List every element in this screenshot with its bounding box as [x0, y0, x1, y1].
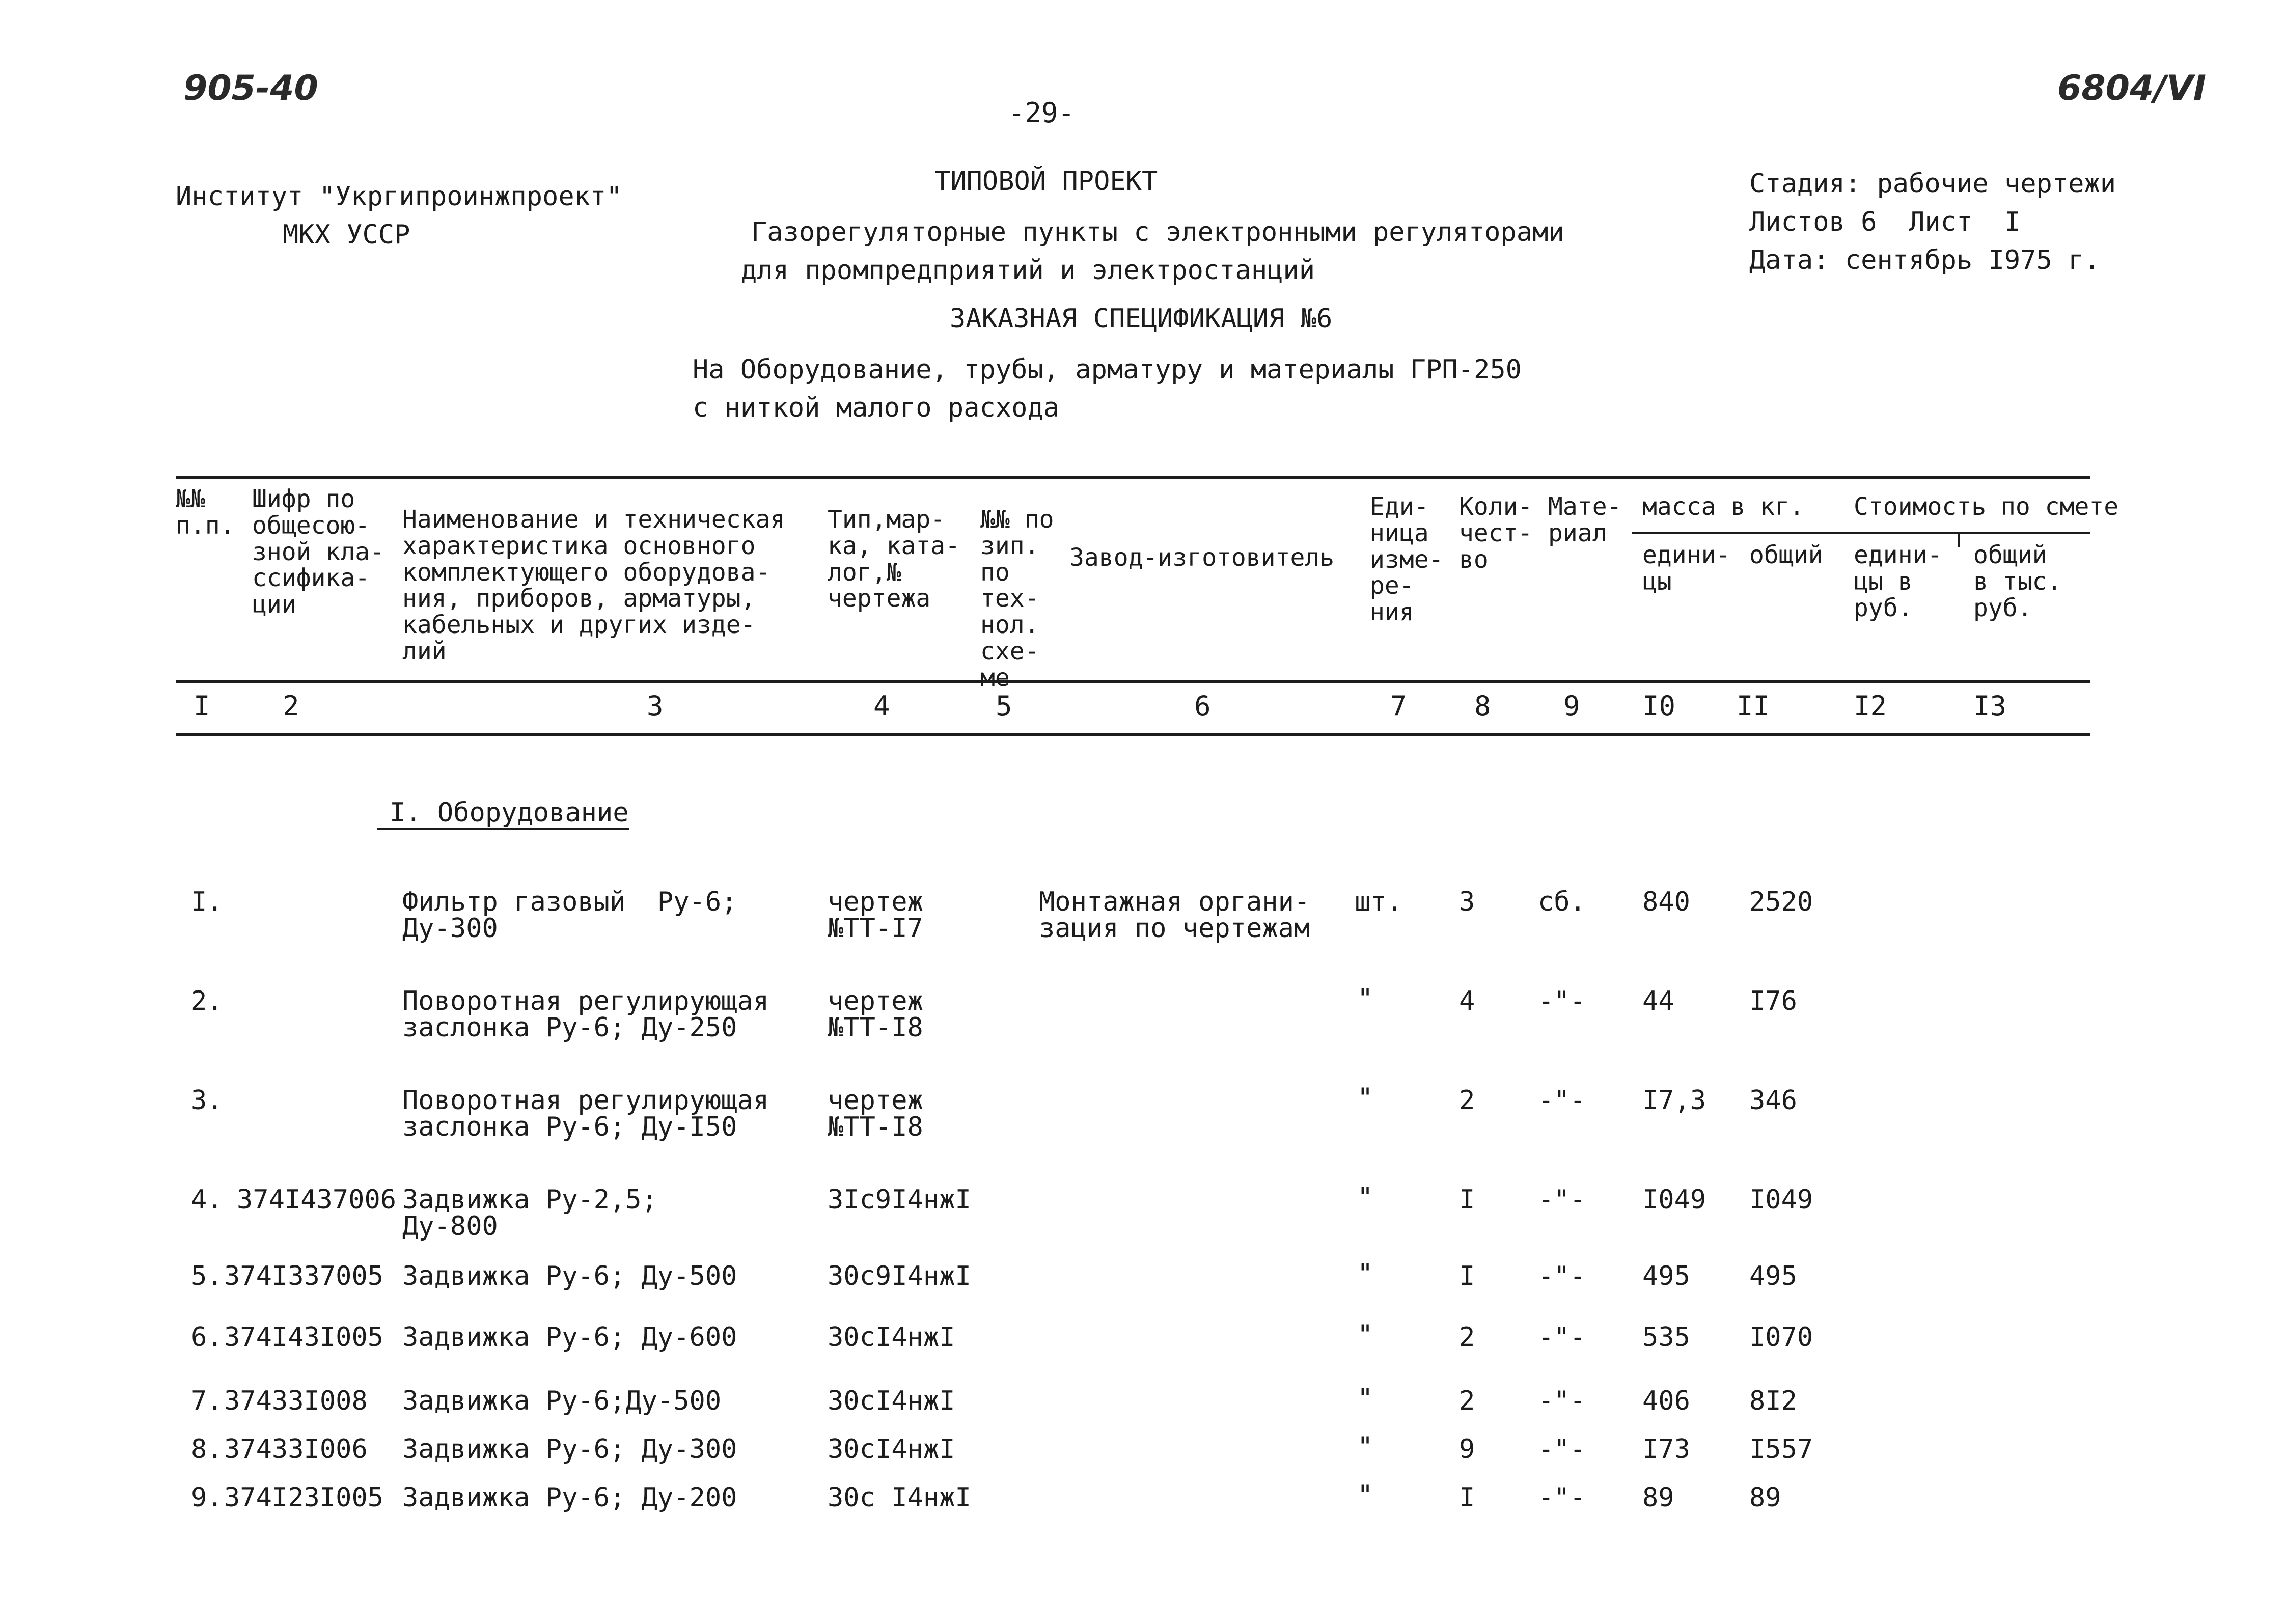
row-number: 4. [191, 1185, 223, 1215]
row-classification-code: 37433I006 [224, 1434, 368, 1465]
page-number: -29- [1008, 97, 1075, 129]
row-classification-code: 374I437006 [237, 1185, 397, 1215]
row-material: -"- [1538, 1185, 1586, 1215]
row-quantity: 2 [1459, 1085, 1475, 1116]
row-mass-unit: I049 [1642, 1185, 1706, 1215]
row-mass-total: I049 [1749, 1185, 1813, 1215]
row-material: -"- [1538, 1085, 1586, 1116]
table-top-rule [176, 476, 2090, 479]
row-mass-total: 2520 [1749, 887, 1813, 917]
header-classification-code: Шифр по общесою- зной кла- ссифика- ции [252, 485, 385, 619]
row-unit: " [1357, 1182, 1373, 1213]
row-name: Задвижка Ру-6; Ду-300 [402, 1434, 737, 1465]
row-number: 6. [191, 1322, 223, 1353]
row-mass-total: I070 [1749, 1322, 1813, 1353]
row-mass-unit: 535 [1642, 1322, 1690, 1353]
row-number: 2. [191, 986, 223, 1016]
row-type: чертеж №ТТ-I8 [828, 1085, 923, 1142]
project-title-line1: Газорегуляторные пункты с электронными регуляторами [751, 217, 1564, 247]
row-mass-total: 89 [1749, 1482, 1781, 1513]
row-mass-unit: I73 [1642, 1434, 1690, 1465]
row-classification-code: 374I23I005 [224, 1482, 384, 1513]
row-type: 30cI4нжI [828, 1386, 955, 1416]
row-type: 30c I4нжI [828, 1482, 971, 1513]
row-quantity: 4 [1459, 986, 1475, 1016]
row-quantity: I [1459, 1261, 1475, 1291]
institute-ministry: МКХ УССР [283, 219, 410, 250]
header-cost-unit: едини- цы в руб. [1854, 541, 1942, 622]
row-mass-unit: 89 [1642, 1482, 1674, 1513]
row-type: 3Ic9I4нжI [828, 1185, 971, 1215]
specification-subject-line2: с ниткой малого расхода [693, 393, 1060, 423]
header-cost: Стоимость по смете [1854, 492, 2119, 521]
column-number-bottom-rule [176, 733, 2090, 736]
row-mass-total: 495 [1749, 1261, 1797, 1291]
row-name: Задвижка Ру-6;Ду-500 [402, 1386, 722, 1416]
sheets-info: Листов 6 Лист I [1749, 207, 2021, 237]
row-unit: " [1357, 983, 1373, 1014]
row-material: -"- [1538, 986, 1586, 1016]
column-number: I [194, 690, 210, 722]
row-name: Задвижка Ру-6; Ду-200 [402, 1482, 737, 1513]
row-name: Поворотная регулирующая заслонка Ру-6; Ду-I50 [402, 1085, 769, 1142]
row-name: Задвижка Ру-6; Ду-500 [402, 1261, 737, 1291]
specification-subject-line1: На Оборудование, трубы, арматуру и материалы ГРП-250 [693, 354, 1522, 385]
header-material: Мате- риал [1548, 492, 1622, 547]
row-type: 30c9I4нжI [828, 1261, 971, 1291]
date-info: Дата: сентябрь I975 г. [1749, 245, 2100, 276]
column-number: 3 [647, 690, 664, 722]
document-code-right: 6804/VI [2057, 68, 2207, 108]
header-bottom-rule [176, 680, 2090, 683]
row-number: 8. [191, 1434, 223, 1465]
project-type: ТИПОВОЙ ПРОЕКТ [934, 166, 1158, 197]
specification-title: ЗАКАЗНАЯ СПЕЦИФИКАЦИЯ №6 [950, 304, 1333, 334]
row-material: -"- [1538, 1482, 1586, 1513]
stage-info: Стадия: рабочие чертежи [1749, 169, 2116, 199]
row-classification-code: 37433I008 [224, 1386, 368, 1416]
row-number: I. [191, 887, 223, 917]
row-name: Задвижка Ру-6; Ду-600 [402, 1322, 737, 1353]
row-mass-unit: I7,3 [1642, 1085, 1706, 1116]
row-mass-total: 8I2 [1749, 1386, 1797, 1416]
row-mass-unit: 44 [1642, 986, 1674, 1016]
header-manufacturer: Завод-изготовитель [1069, 543, 1335, 572]
row-number: 3. [191, 1085, 223, 1116]
row-unit: " [1357, 1432, 1373, 1462]
header-mass-total: общий [1749, 541, 1823, 569]
row-name: Фильтр газовый Ру-6; Ду-300 [402, 887, 737, 944]
row-quantity: I [1459, 1482, 1475, 1513]
row-mass-unit: 406 [1642, 1386, 1690, 1416]
row-material: -"- [1538, 1434, 1586, 1465]
project-title-line2: для промпредприятий и электростанций [741, 255, 1315, 286]
row-type: 30cI4нжI [828, 1322, 955, 1353]
row-material: -"- [1538, 1322, 1586, 1353]
column-number: 2 [283, 690, 299, 722]
row-mass-unit: 840 [1642, 887, 1690, 917]
column-number: 5 [996, 690, 1012, 722]
row-mass-total: I557 [1749, 1434, 1813, 1465]
header-name: Наименование и техническая характеристика основного комплектующего оборудова- ния, приборов, арматуры, кабельных и других изде- лий [402, 505, 785, 666]
row-unit: " [1357, 1383, 1373, 1414]
column-number: I0 [1642, 690, 1676, 722]
row-mass-total: I76 [1749, 986, 1797, 1016]
row-unit: " [1357, 1083, 1373, 1113]
section-title: I. Оборудование [377, 800, 629, 830]
row-name: Задвижка Ру-2,5; Ду-800 [402, 1185, 657, 1242]
row-quantity: 2 [1459, 1386, 1475, 1416]
mass-cost-subheader-rule [1632, 532, 2090, 534]
column-number: 6 [1194, 690, 1211, 722]
column-number: 4 [873, 690, 890, 722]
row-mass-unit: 495 [1642, 1261, 1690, 1291]
header-unit: Еди- ница изме- ре- ния [1370, 492, 1444, 627]
cost-subheader-divider [1958, 532, 1960, 547]
row-manufacturer: Монтажная органи- зация по чертежам [1039, 887, 1310, 944]
row-quantity: 9 [1459, 1434, 1475, 1465]
row-type: 30cI4нжI [828, 1434, 955, 1465]
header-mass: масса в кг. [1642, 492, 1804, 521]
row-unit: " [1357, 1258, 1373, 1289]
row-mass-total: 346 [1749, 1085, 1797, 1116]
header-scheme-number: №№ по зип. по тех- нол. схе- ме [980, 505, 1054, 692]
row-quantity: 3 [1459, 887, 1475, 917]
row-number: 7. [191, 1386, 223, 1416]
row-quantity: 2 [1459, 1322, 1475, 1353]
row-material: -"- [1538, 1261, 1586, 1291]
row-classification-code: 374I337005 [224, 1261, 384, 1291]
header-item-number: №№ п.п. [176, 485, 235, 540]
row-type: чертеж №ТТ-I7 [828, 887, 923, 944]
institute-name: Институт "Укргипроинжпроект" [176, 181, 622, 212]
row-type: чертеж №ТТ-I8 [828, 986, 923, 1043]
column-number: I2 [1854, 690, 1887, 722]
column-number: 9 [1563, 690, 1580, 722]
row-name: Поворотная регулирующая заслонка Ру-6; Ду-250 [402, 986, 769, 1043]
row-quantity: I [1459, 1185, 1475, 1215]
row-unit: " [1357, 1319, 1373, 1350]
header-quantity: Коли- чест- во [1459, 492, 1533, 574]
column-number: II [1737, 690, 1770, 722]
column-number: 7 [1390, 690, 1407, 722]
column-number: I3 [1973, 690, 2007, 722]
document-code-left: 905-40 [183, 68, 318, 108]
row-unit: " [1357, 1480, 1373, 1510]
row-material: сб. [1538, 887, 1586, 917]
column-number: 8 [1474, 690, 1491, 722]
row-number: 5. [191, 1261, 223, 1291]
header-type: Тип,мар- ка, ката- лог,№ чертежа [828, 505, 960, 613]
row-number: 9. [191, 1482, 223, 1513]
row-material: -"- [1538, 1386, 1586, 1416]
row-classification-code: 374I43I005 [224, 1322, 384, 1353]
header-cost-total: общий в тыс. руб. [1973, 541, 2062, 622]
header-mass-unit: едини- цы [1642, 541, 1731, 596]
row-unit: шт. [1355, 887, 1402, 917]
